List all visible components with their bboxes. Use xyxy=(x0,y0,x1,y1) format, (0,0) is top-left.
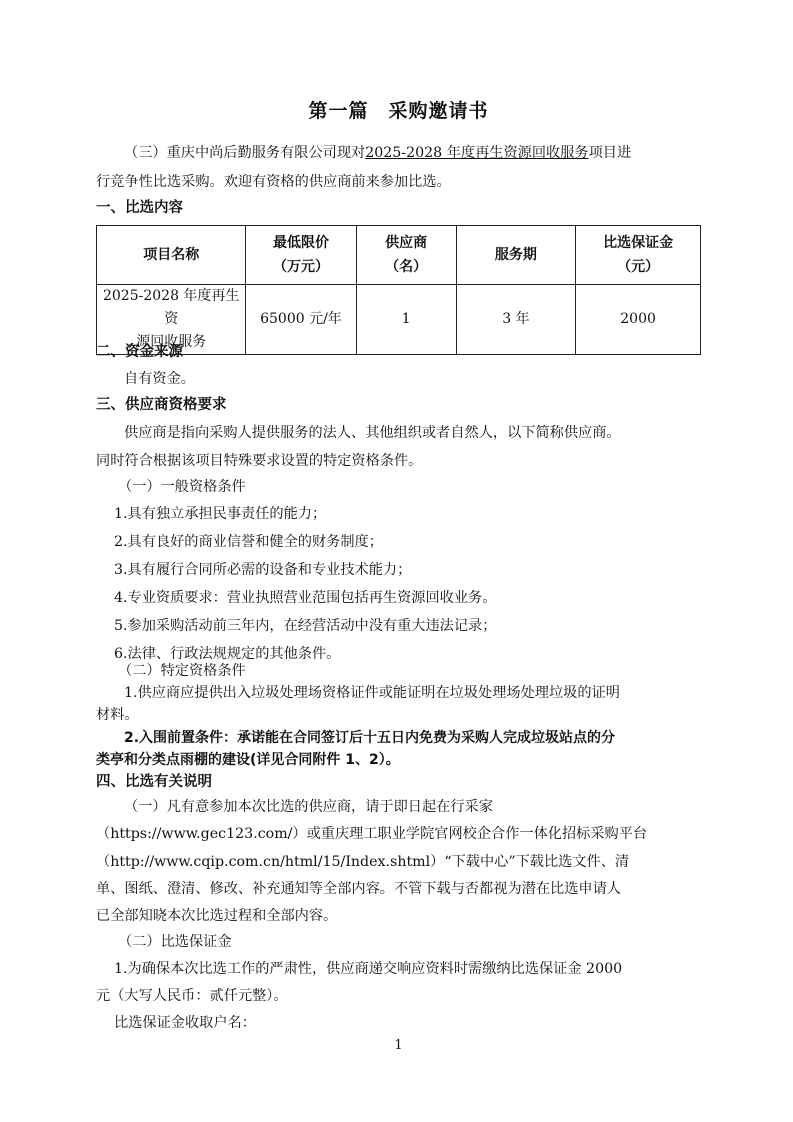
specific-condition-1-line-2: 材料。 xyxy=(96,707,139,723)
instructions-line: （一）凡有意参加本次比选的供应商，请于即日起在行采家 xyxy=(124,799,493,815)
cell-deposit: 2000 xyxy=(576,285,701,355)
cell-period: 3 年 xyxy=(456,285,575,355)
cell-suppliers: 1 xyxy=(356,285,456,355)
instructions-line: 已全部知晓本次比选过程和全部内容。 xyxy=(96,908,338,924)
section-heading-1: 一、比选内容 xyxy=(96,200,183,216)
intro-prefix: （三）重庆中尚后勤服务有限公司现对 xyxy=(124,145,366,161)
intro-line-1 xyxy=(124,143,631,163)
specific-condition-2-line-2: 类亭和分类点雨棚的建设(详见合同附件 1、2）。 xyxy=(96,752,400,768)
page-number: 1 xyxy=(394,1038,403,1053)
table-row xyxy=(97,285,701,355)
table-header: 比选保证金 （元） xyxy=(576,226,701,285)
title-part2: 采购邀请书 xyxy=(388,100,489,122)
specific-condition-2-line-1: 2.入围前置条件：承诺能在合同签订后十五日内免费为采购人完成垃圾站点的分 xyxy=(124,730,616,746)
page-title xyxy=(96,96,701,123)
list-item: 1.具有独立承担民事责任的能力； xyxy=(114,506,327,522)
qualification-text-2: 同时符合根据该项目特殊要求设置的特定资格条件。 xyxy=(96,453,423,469)
instructions-line: 单、图纸、澄清、修改、补充通知等全部内容。不管下载与否都视为潜在比选申请人 xyxy=(96,881,621,897)
funding-text: 自有资金。 xyxy=(124,371,195,387)
deposit-line-2: 元（大写人民币：贰仟元整）。 xyxy=(96,988,288,1004)
list-item: 6.法律、行政法规规定的其他条件。 xyxy=(114,646,341,662)
bid-content-table xyxy=(96,225,701,355)
title-part1: 第一篇 xyxy=(308,100,369,122)
list-item: 5.参加采购活动前三年内，在经营活动中没有重大违法记录； xyxy=(114,618,497,634)
section-heading-3: 三、供应商资格要求 xyxy=(96,397,227,413)
deposit-line-1: 1.为确保本次比选工作的严肃性，供应商递交响应资料时需缴纳比选保证金 2000 xyxy=(114,961,623,977)
specific-condition-1-line-1: 1.供应商应提供出入垃圾处理场资格证件或能证明在垃圾处理场处理垃圾的证明 xyxy=(124,685,620,701)
intro-line-2: 行竞争性比选采购。欢迎有资格的供应商前来参加比选。 xyxy=(96,174,451,190)
list-item: 2.具有良好的商业信誉和健全的财务制度； xyxy=(114,534,383,550)
list-item: 4.专业资质要求：营业执照营业范围包括再生资源回收业务。 xyxy=(114,590,497,606)
table-header: 供应商 （名） xyxy=(356,226,456,285)
section-heading-4: 四、比选有关说明 xyxy=(96,774,212,790)
list-item: 3.具有履行合同所必需的设备和专业技术能力； xyxy=(114,562,412,578)
intro-suffix: 项目进 xyxy=(588,145,632,161)
general-conditions-heading: （一）一般资格条件 xyxy=(118,479,246,495)
table-header: 服务期 xyxy=(456,226,575,285)
table-header: 项目名称 xyxy=(97,226,246,285)
cell-project-name: 2025-2028 年度再生资 源回收服务 xyxy=(97,285,246,355)
cell-price: 65000 元/年 xyxy=(246,285,356,355)
table-header: 最低限价 （万元） xyxy=(246,226,356,285)
deposit-account-label: 比选保证金收取户名： xyxy=(114,1015,256,1031)
instructions-line: （https://www.gec123.com/）或重庆理工职业学院官网校企合作一体化招标采购平台 xyxy=(96,826,648,842)
section-heading-2: 二、资金来源 xyxy=(96,344,183,360)
table-header-row xyxy=(97,226,701,285)
deposit-heading: （二）比选保证金 xyxy=(118,934,232,950)
instructions-line: （http://www.cqip.com.cn/html/15/Index.shtml）“下载中心”下载比选文件、清 xyxy=(96,854,630,870)
specific-conditions-heading: （二）特定资格条件 xyxy=(118,663,246,679)
project-name: 2025-2028 年度再生资源回收服务 xyxy=(365,145,589,161)
qualification-text-1: 供应商是指向采购人提供服务的法人、其他组织或者自然人，以下简称供应商。 xyxy=(124,425,621,441)
